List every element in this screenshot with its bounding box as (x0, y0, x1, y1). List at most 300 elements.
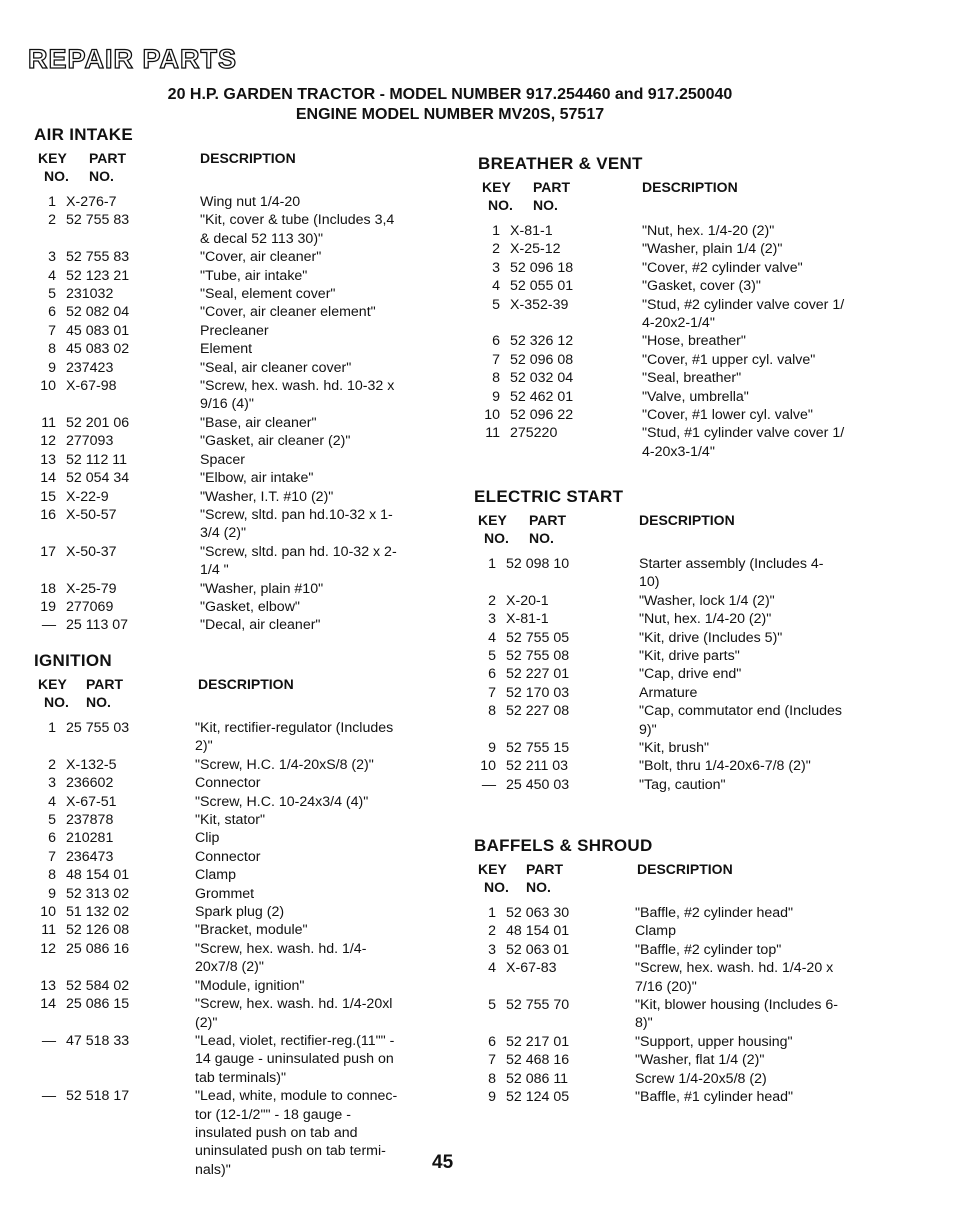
key-number: 5 (488, 997, 496, 1014)
description-line: uninsulated push on tab termi- (195, 1143, 386, 1160)
part-row (34, 995, 397, 1032)
key-number: 1 (492, 223, 500, 239)
part-number: 52 584 02 (66, 977, 130, 994)
no-header: NO. (44, 168, 69, 184)
description-line: 10) (639, 574, 660, 591)
part-description (195, 1032, 394, 1087)
key-number: 8 (488, 703, 496, 720)
part-number: 52 098 10 (506, 556, 570, 572)
part-row (34, 756, 397, 774)
part-number: 48 154 01 (506, 923, 570, 940)
part-description (639, 647, 740, 665)
part-number: 52 201 06 (66, 414, 130, 431)
key-number: 8 (48, 341, 56, 358)
part-row (34, 848, 397, 866)
description-line: "Screw, sltd. pan hd. 10-32 x 2- (200, 543, 397, 560)
section-breather-vent (478, 154, 844, 461)
key-number: 12 (40, 940, 56, 957)
description-line: 1/4 " (200, 562, 229, 579)
part-header: PART (86, 676, 124, 692)
part-number: X-22-9 (66, 488, 109, 505)
part-description (200, 248, 321, 266)
part-row (478, 277, 844, 295)
key-number: 6 (48, 304, 56, 321)
part-row (474, 904, 838, 922)
part-row (478, 332, 844, 350)
part-number: 52 063 30 (506, 905, 570, 921)
description-line: nals)" (195, 1161, 231, 1178)
description-line: "Baffle, #2 cylinder top" (635, 941, 782, 958)
description-line: "Bolt, thru 1/4-20x6-7/8 (2)" (639, 758, 811, 775)
part-number: 52 755 83 (66, 212, 130, 229)
part-number: 52 462 01 (510, 388, 574, 405)
key-number: 17 (40, 543, 56, 560)
part-description (639, 757, 811, 775)
part-number: 231032 (66, 286, 114, 303)
description-line: "Kit, blower housing (Includes 6- (635, 997, 838, 1014)
description-line: "Gasket, elbow" (200, 598, 300, 615)
part-description (635, 1033, 793, 1051)
part-number: 45 083 01 (66, 322, 130, 339)
part-row (474, 1070, 838, 1088)
key-number: 18 (40, 580, 56, 597)
section-title: AIR INTAKE (34, 125, 134, 144)
tractor-model-heading: 20 H.P. GARDEN TRACTOR - MODEL NUMBER 917.254460 and 917.250040 (167, 86, 733, 103)
part-description (195, 940, 366, 977)
part-number: X-67-83 (506, 960, 557, 977)
part-row (474, 592, 842, 610)
part-number: 47 518 33 (66, 1032, 130, 1049)
key-number: 9 (492, 388, 500, 405)
description-line: "Washer, plain 1/4 (2)" (642, 241, 783, 258)
part-row (34, 811, 397, 829)
key-number: 8 (48, 867, 56, 884)
key-number: 7 (488, 684, 496, 701)
description-line: "Kit, brush" (639, 740, 710, 757)
section-baffels-shroud (474, 836, 838, 1106)
part-number: 52 096 08 (510, 351, 574, 368)
key-number: 2 (488, 923, 496, 940)
key-header: KEY (478, 512, 507, 528)
part-row (34, 866, 397, 884)
part-description (195, 811, 265, 829)
part-number: 52 126 08 (66, 922, 130, 939)
description-line: Clamp (195, 867, 236, 884)
part-row (34, 432, 397, 450)
parts-list (34, 719, 397, 1179)
key-header: KEY (478, 861, 507, 877)
section-title: BREATHER & VENT (478, 154, 643, 173)
key-number: 7 (48, 322, 56, 339)
part-number: 25 755 03 (66, 720, 130, 736)
description-header: DESCRIPTION (642, 179, 738, 195)
part-description (195, 774, 260, 792)
key-number: 7 (488, 1052, 496, 1069)
description-line: "Washer, lock 1/4 (2)" (639, 592, 775, 609)
description-line: 3/4 (2)" (200, 525, 247, 542)
part-number: X-276-7 (66, 194, 117, 210)
key-number: — (481, 776, 496, 793)
description-line: "Cover, #1 lower cyl. valve" (642, 407, 813, 424)
part-description (635, 996, 838, 1033)
part-row (34, 451, 397, 469)
part-row (34, 359, 397, 377)
description-line: "Kit, cover & tube (Includes 3,4 (200, 212, 395, 229)
part-description (635, 922, 676, 940)
description-line: 2)" (195, 738, 213, 755)
part-row (34, 488, 397, 506)
key-header: KEY (38, 676, 67, 692)
description-line: 9/16 (4)" (200, 396, 254, 413)
description-line: Clip (195, 830, 220, 847)
part-number: 52 211 03 (506, 758, 569, 775)
description-line: 7/16 (20)" (635, 978, 697, 995)
key-number: 4 (48, 267, 56, 284)
part-row (474, 647, 842, 665)
part-number: X-81-1 (506, 611, 549, 628)
part-row (478, 240, 844, 258)
key-number: 5 (48, 812, 56, 829)
parts-list (34, 193, 397, 635)
column-header (34, 149, 397, 189)
key-number: 16 (40, 506, 56, 523)
part-row (34, 267, 397, 285)
section-ignition (34, 651, 397, 1179)
key-number: 1 (488, 905, 496, 921)
part-description (635, 959, 833, 996)
part-number: 236473 (66, 848, 114, 865)
description-line: "Support, upper housing" (635, 1033, 793, 1050)
part-no-header: NO. (89, 168, 114, 184)
part-row (478, 222, 844, 240)
key-number: 7 (492, 351, 500, 368)
key-number: 1 (488, 556, 496, 572)
description-line: "Tube, air intake" (200, 267, 308, 284)
description-line: Armature (639, 684, 698, 701)
description-line: "Cap, drive end" (639, 666, 742, 683)
part-description (642, 424, 844, 461)
key-number: 8 (492, 370, 500, 387)
part-number: 25 450 03 (506, 776, 570, 793)
key-number: 2 (48, 756, 56, 773)
description-header: DESCRIPTION (200, 150, 296, 166)
description-line: "Kit, rectifier-regulator (Includes (195, 720, 394, 736)
description-line: Element (200, 341, 253, 358)
description-line: "Nut, hex. 1/4-20 (2)" (639, 611, 772, 628)
part-number: 275220 (510, 425, 558, 442)
description-line: Grommet (195, 885, 255, 902)
part-number: 52 082 04 (66, 304, 130, 321)
description-line: "Screw, H.C. 1/4-20xS/8 (2)" (195, 756, 374, 773)
part-row (474, 1051, 838, 1069)
description-line: "Nut, hex. 1/4-20 (2)" (642, 223, 775, 239)
part-description (195, 793, 368, 811)
key-header: KEY (482, 179, 511, 195)
description-line: "Stud, #2 cylinder valve cover 1/ (642, 296, 845, 313)
key-number: 5 (488, 648, 496, 665)
part-number: 52 227 08 (506, 703, 570, 720)
part-number: 52 096 18 (510, 259, 574, 276)
part-header: PART (89, 150, 127, 166)
part-row (478, 296, 844, 333)
key-number: 8 (488, 1070, 496, 1087)
part-row (474, 665, 842, 683)
key-number: 11 (41, 414, 56, 431)
description-line: Spark plug (2) (195, 904, 285, 921)
part-description (195, 977, 304, 995)
description-line: "Cover, air cleaner" (200, 249, 322, 266)
part-description (200, 451, 245, 469)
key-number: 7 (48, 848, 56, 865)
part-description (195, 903, 284, 921)
key-number: 10 (40, 904, 56, 921)
key-number: — (41, 1032, 56, 1049)
part-row (478, 388, 844, 406)
part-number: 52 170 03 (506, 684, 570, 701)
part-description (200, 267, 307, 285)
parts-list (474, 904, 838, 1106)
part-description (195, 719, 393, 756)
description-line: Connector (195, 848, 261, 865)
key-number: 6 (488, 666, 496, 683)
part-number: 52 032 04 (510, 370, 574, 387)
part-number: X-25-12 (510, 241, 561, 258)
key-number: 2 (48, 212, 56, 229)
key-number: 5 (492, 296, 500, 313)
part-number: 51 132 02 (66, 904, 130, 921)
column-header (474, 860, 838, 900)
description-line: "Cover, #2 cylinder valve" (642, 259, 803, 276)
description-line: & decal 52 113 30)" (200, 230, 324, 247)
key-number: 2 (492, 241, 500, 258)
part-row (34, 598, 397, 616)
description-line: "Hose, breather" (642, 333, 746, 350)
part-description (200, 469, 313, 487)
description-line: "Screw, hex. wash. hd. 10-32 x (200, 378, 395, 395)
part-no-header: NO. (533, 197, 558, 213)
part-row (474, 702, 842, 739)
part-row (474, 959, 838, 996)
part-number: X-67-51 (66, 793, 117, 810)
description-line: 14 gauge - uninsulated push on (195, 1051, 394, 1068)
part-row (478, 424, 844, 461)
part-number: 52 518 17 (66, 1088, 130, 1105)
description-line: "Gasket, air cleaner (2)" (200, 433, 351, 450)
part-description (642, 351, 815, 369)
key-number: 13 (40, 451, 56, 468)
part-number: 52 755 08 (506, 648, 570, 665)
part-row (34, 543, 397, 580)
description-line: "Base, air cleaner" (200, 414, 317, 431)
description-line: "Washer, flat 1/4 (2)" (635, 1052, 765, 1069)
description-line: Spacer (200, 451, 245, 468)
part-description (195, 1087, 397, 1179)
part-description (635, 1051, 764, 1069)
part-description (635, 1088, 793, 1106)
part-row (474, 1088, 838, 1106)
part-description (195, 885, 254, 903)
part-row (34, 774, 397, 792)
key-number: 10 (480, 758, 496, 775)
part-number: 52 086 11 (506, 1070, 569, 1087)
part-no-header: NO. (86, 694, 111, 710)
part-number: 52 755 70 (506, 997, 570, 1014)
description-line: 8)" (635, 1015, 653, 1032)
part-description (200, 543, 397, 580)
description-line: "Cover, air cleaner element" (200, 304, 376, 321)
key-number: 19 (40, 598, 56, 615)
part-number: 52 096 22 (510, 407, 574, 424)
part-description (200, 303, 376, 321)
part-row (34, 506, 397, 543)
description-line: "Gasket, cover (3)" (642, 278, 761, 295)
no-header: NO. (484, 530, 509, 546)
part-description (200, 432, 350, 450)
column-header (478, 178, 844, 218)
part-number: 52 063 01 (506, 941, 570, 958)
part-row (478, 406, 844, 424)
part-number: 52 123 21 (66, 267, 130, 284)
part-number: 52 468 16 (506, 1052, 570, 1069)
part-row (34, 885, 397, 903)
part-number: 237423 (66, 359, 114, 376)
part-number: X-25-79 (66, 580, 117, 597)
description-line: "Screw, H.C. 10-24x3/4 (4)" (195, 793, 369, 810)
section-electric-start (474, 487, 842, 794)
part-row (34, 977, 397, 995)
part-row (34, 1087, 397, 1179)
part-description (195, 995, 392, 1032)
description-line: "Kit, drive parts" (639, 648, 740, 665)
part-number: 52 755 05 (506, 629, 570, 646)
key-number: 4 (492, 278, 500, 295)
part-number: X-132-5 (66, 756, 117, 773)
section-title: IGNITION (34, 651, 112, 670)
part-no-header: NO. (529, 530, 554, 546)
description-line: 9)" (639, 721, 657, 738)
part-number: 52 124 05 (506, 1089, 570, 1106)
part-row (474, 629, 842, 647)
part-row (474, 684, 842, 702)
description-line: "Kit, drive (Includes 5)" (639, 629, 783, 646)
key-number: 9 (48, 885, 56, 902)
description-line: "Screw, hex. wash. hd. 1/4- (195, 940, 367, 957)
key-number: 9 (48, 359, 56, 376)
part-description (639, 629, 782, 647)
part-number: 277093 (66, 433, 114, 450)
description-line: "Stud, #1 cylinder valve cover 1/ (642, 425, 845, 442)
parts-list (478, 222, 844, 461)
description-line: "Lead, violet, rectifier-reg.(11"" - (195, 1032, 395, 1049)
key-number: — (41, 1088, 56, 1105)
part-description (639, 555, 824, 592)
key-number: 1 (48, 194, 56, 210)
key-number: 14 (40, 470, 56, 487)
part-row (478, 369, 844, 387)
part-row (34, 285, 397, 303)
part-description (200, 580, 323, 598)
key-number: 13 (40, 977, 56, 994)
part-number: 52 055 01 (510, 278, 574, 295)
part-number: 52 227 01 (506, 666, 570, 683)
part-row (34, 793, 397, 811)
part-number: 52 755 83 (66, 249, 130, 266)
part-header: PART (533, 179, 571, 195)
part-description (200, 285, 335, 303)
part-row (34, 903, 397, 921)
part-description (200, 322, 269, 340)
description-line: "Decal, air cleaner" (200, 617, 321, 634)
part-row (474, 739, 842, 757)
description-line: "Cap, commutator end (Includes (639, 703, 842, 720)
part-description (200, 211, 394, 248)
description-line: "Seal, air cleaner cover" (200, 359, 352, 376)
part-row (34, 340, 397, 358)
key-number: 14 (40, 996, 56, 1013)
part-row (34, 580, 397, 598)
description-header: DESCRIPTION (198, 676, 294, 692)
part-row (34, 193, 397, 211)
engine-model-heading: ENGINE MODEL NUMBER MV20S, 57517 (295, 106, 605, 123)
column-header (474, 511, 842, 551)
description-line: tab terminals)" (195, 1069, 286, 1086)
key-number: 12 (40, 433, 56, 450)
key-number: 5 (48, 286, 56, 303)
part-description (200, 616, 320, 634)
part-number: 25 113 07 (66, 617, 129, 634)
description-line: Screw 1/4-20x5/8 (2) (635, 1070, 767, 1087)
description-line: "Screw, sltd. pan hd.10-32 x 1- (200, 506, 393, 523)
page-title: REPAIR PARTS (28, 44, 238, 74)
key-number: 3 (48, 775, 56, 792)
part-row (474, 776, 842, 794)
part-description (642, 259, 803, 277)
description-line: "Lead, white, module to connec- (195, 1088, 398, 1105)
parts-list (474, 555, 842, 794)
page-number: 45 (432, 1152, 454, 1173)
part-description (639, 592, 775, 610)
part-row (34, 211, 397, 248)
no-header: NO. (484, 879, 509, 895)
part-description (195, 829, 219, 847)
part-description (642, 296, 844, 333)
key-number: 3 (48, 249, 56, 266)
part-row (34, 248, 397, 266)
description-header: DESCRIPTION (639, 512, 735, 528)
part-row (474, 941, 838, 959)
part-description (639, 702, 842, 739)
part-description (200, 340, 252, 358)
part-number: 210281 (66, 830, 114, 847)
part-row (478, 259, 844, 277)
part-header: PART (526, 861, 564, 877)
part-row (34, 1032, 397, 1087)
part-description (200, 488, 333, 506)
description-line: Precleaner (200, 322, 269, 339)
part-number: 45 083 02 (66, 341, 130, 358)
part-row (478, 351, 844, 369)
key-header: KEY (38, 150, 67, 166)
description-line: "Washer, I.T. #10 (2)" (200, 488, 334, 505)
description-header: DESCRIPTION (637, 861, 733, 877)
description-line: "Bracket, module" (195, 922, 308, 939)
key-number: 6 (488, 1033, 496, 1050)
description-line: "Kit, stator" (195, 812, 265, 829)
key-number: 3 (488, 941, 496, 958)
part-row (474, 922, 838, 940)
part-description (642, 332, 746, 350)
no-header: NO. (44, 694, 69, 710)
